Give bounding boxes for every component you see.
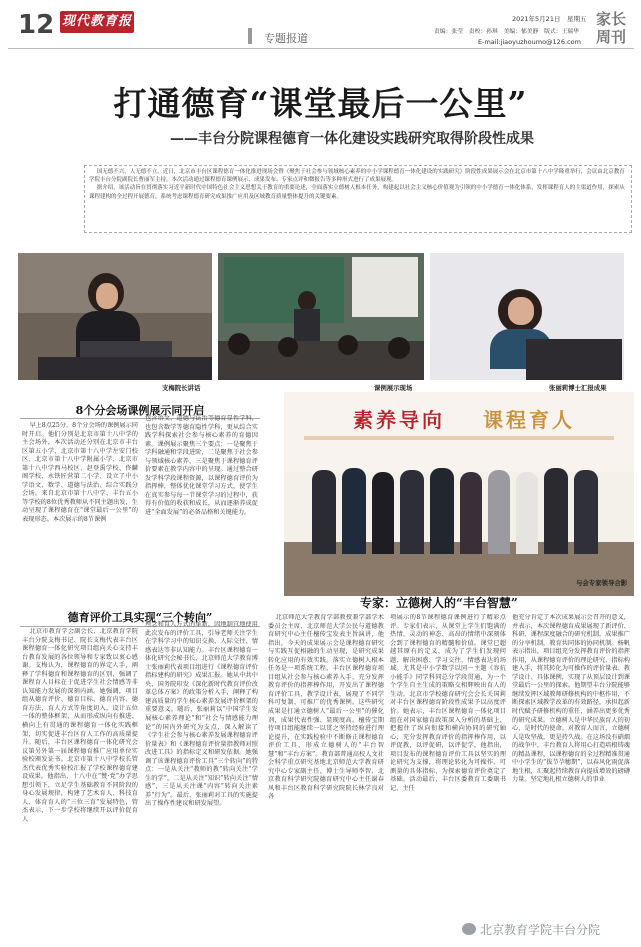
lead-paragraph-2: 据介绍，该活动旨在贯彻落实习近平新时代中国特色社会主义思想关于教育的重要论述，全面落实立德树人根本任务，构建起以社会主义核心价值观为引领的中小学德育一体化体系，发挥课程育人的主渠道作用，探索从课程建构的全过程开展德育，系统考虑课程德育研究成果推广应用及区域教育质量整体提升的关键要素。 [89, 185, 625, 200]
photo-speaker-zhanglili [430, 253, 624, 380]
issue-date: 2021年5月21日 星期五 [512, 15, 587, 23]
photo4-caption: 与会专家领导合影 [576, 579, 628, 587]
section-title-line-2: 周刊 [595, 28, 626, 46]
section2-heading: 德育评价工具实现“三个转向” [67, 611, 213, 624]
headline-subtitle: ——丰台分院课程德育一体化建设实践研究取得阶段性成果 [170, 131, 534, 147]
watermark [458, 918, 604, 940]
photo2-caption: 课例展示现场 [374, 384, 413, 392]
section1-column-1 [22, 422, 138, 586]
lead-box [84, 165, 632, 233]
photo-classroom [218, 253, 424, 380]
section3-column-3 [512, 614, 630, 936]
section3-column-1 [268, 614, 384, 936]
photo-speaker-zhimei [18, 253, 212, 380]
watermark-text: 北京教育学院丰台分院 [480, 922, 601, 937]
section1-col2-text: 包含语文、道德与法治等德育显性学科，也包含数学等德育隐性学科，更从综合实践学科探索社会参与核心素养的育德因素。课例展示聚焦三个要点：一是聚焦于学科融通和学段进阶，二是聚焦于社会参与领域核心素养，三是聚焦于课程德育评价要素在教学内容中的呈现。通过整合研发学科学段课程资源，以课程德育评价为指挥棒，整体优化课堂学习方式，使学生在真实参与每一节课堂学习的过程中，获得有价值的收获和成长，从而逐渐养成促进“全面发展”的必备品格和关键能力。 [145, 415, 258, 517]
section1-col1-text: 早上8点25分，8个分会场的课例展示同时开启。他们分别是北京市第十八中学的主会场外，本次活动还分别在北京市丰台区第五小学、北京市第十八中学左安门校区、北京市第十八中学附属小学、北京市第十八中学西马校区、赵登禹学校、佟麟阁学校、永铁匠营第二小学、设立了中小学语文、数学、道德与法治、综合实践分会场。来自北京市第十八中学、丰台五小等学校的8位优秀教师从不同主题出发，生动呈现了课程德育在“课堂最后一公里”的表现形态。本次展示的8节课例 [22, 422, 138, 524]
section3-col3-text: 他充分肯定了本次成果展示会召开的意义，并表示，本次课程德育成果展现了新评价、科研、课程深度融合的研究机制，成果推广的分享机制，教育共同体的协同机制。杨帆表示指出，项目组充分发挥教育评价的指挥作用，从课程德育评价的理论研究、指标构建入手，将其转化为可操作的评价量表、教学设计、具体课例，实现了从顶层设计到课堂最后一公里的探索。他期望丰台分院能够继续发挥区域教师研修机构的中枢作用，不断探索区域教学改革的有效路径，承担起新时代赋予研修机构的重任，涵养出更多优秀的研究成果。立德树人是中华民族育人的初心，是时代的使命。对教育人而言，立德树人是攻坚战，更是持久战。在这场没有硝烟的战争中，丰台教育人将用心打造培根铸魂的精品课程，以课程德育的全过程精准贯通中小学生的“拔节孕穗期”，以春风化雨促落地生根，汇聚起持续教育向提质增效的磅礴力量。坚定地扎根立德树人的事业 [512, 614, 630, 784]
email-line: E-mail:jiaoyuzhoumo@126.com [478, 38, 581, 46]
paper-logo [60, 11, 134, 33]
section-title-line-1: 家长 [595, 10, 626, 28]
section1-column-2 [145, 415, 258, 587]
section2-column-1 [22, 628, 138, 936]
section2-column-2 [145, 621, 258, 936]
editors-line: 责编：张莹 责校：孙琪 美编：郁美静 版式：王瑞华 [434, 29, 579, 35]
section3-heading: 专家：立德树人的“丰台智慧” [360, 596, 518, 610]
photo3-caption: 张丽莉博士汇报成果 [549, 384, 607, 392]
banner-text-1: 素养导向 [353, 408, 446, 432]
paper-logo-text: 现代教育报 [61, 14, 132, 29]
section3-column-2 [390, 614, 506, 936]
section3-col2-text: 项展示的8节课程德育课例进行了精彩点评。专家们表示，从课堂上学生们饱满的热情、灵动的神态、高昂的情绪中深刻体会到了课程德育的精髓和价值。课堂已超越其原有的定义，成为了学生们发现问题、解决困惑、学习交往、情感表达的场域。尤其是中小学数学以同一主题《容抗小能手》同学科同总分学段贯通，为一个个学生自主生成的策略交相辉映出育人的生动。北京市学校德育研究会会长关国莉对丰台区课程德育阶段性成果予以高度评价。她表示，丰台区课程德育一体化项目组在对国家德育政策深入分析的基础上，把握住了纵向衔接和横向协同的研究轴心，充分发挥教育评价的指挥棒作用，以评促教，以评促研，以评促学，他指出，项目发布的课程德育评价工具以坚实的理论研究为支撑，将理论转化为可操作、可测量的具体指标，为探索德育评价奠定了基础。活动最后，丰台区委教育工委副书记、主任 [390, 614, 506, 792]
section1-heading: 8个分会场课例展示同开启 [75, 404, 205, 417]
column-label: 专题报道 [264, 32, 308, 45]
headline-title: 打通德育“课堂最后一公里” [113, 84, 528, 123]
photo1-caption: 支梅院长讲话 [162, 384, 201, 392]
section-title [590, 10, 632, 46]
section2-col2-text: 理念和育人方式的革新，因地制宜地使用此次发布的评价工具，引导老师关注学生在学科学习中的知识交换、人际交往、情感表达等非认知能力。丰台区课程德育一体化研究会秘书长、北京师范大学教育博士张丽莉代表项目组进行《课程德育评价指标建构的研究》成果汇报。她从中共中央、国务院印发《深化新时代教育评价改革总体方案》的政策分析入手，阐释了构建高质量的学生核心素养发展评价框架的重要意义。随后，张丽莉以“中国学生发展核心素养理论”和“社会与情感能力理论”的国内外研究为支点，深入解读了《学生社会参与核心素养发展课程德育评价量表》和《课程德育评价量指教师对照改进工具》的指标定义和研发依据。她强调了该课程德育评价工具“三个转向”的特点：一是从关注“教师的教”转向关注“学生的学”，二是从关注“知识”转向关注“情感”，三是从关注课“内容”转向关注素养“行为”。最后，张丽莉对工具的实施提出了操作性建议和研发展望。 [145, 621, 258, 808]
section2-col1-text: 北京市教育学会副会长、北京教育学院丰台分院支梅书记、院长支梅代表丰台区课程德育一体化研究项目组向关心支持丰台教育发展的各位领导和专家致以衷心感谢。支梅认为，课程德育的界定人手，阐释了学科德育和课程德育的区别，强调了课程育人目标在于促进学生社会情感等非认知能力发展的深刻内涵。她强调，项目组从德育评价、德育目标、德育内容、德育方法、育人方式等角度切入，设计五位一体的整体框架，从而形成纵向有推进、横向上有贯通的课程德育一体化实践框架，切实促进丰台区育人工作的高质量提升。随后，丰台区课程德育一体化研究会议第另外第一届课程德育推广应用单位实验校颁发证书。北京市第十八中学校长管杰代表优秀实验校汇报了学校课程德育建设成果。他指出，十八中在“赞·党”办学思想引领下，立足学生基础教育不同阶段的身心发展规律，构建了艺术育人、科技育人、体育育人的“三位三育”发展特色，管杰表示，下一步学校将继续开以评价促育人 [22, 628, 138, 824]
banner-title [324, 404, 604, 433]
section3-col1-text: 北京师范大学教育学部教授兼学部学术委员会主席、北京师范大学公民与道德教育研究中心主任檀传宝发表主旨演讲，他指出，今天的成果展示会是课程德育研究与实践互促相融的生动呈现，是研究成果转化应用的有效实践。落实立德树人根本任务是一项系统工程，丰台区课程德育项目组从社会参与核心素养入手，充分发挥教育评价的指挥棒作用，开发出了课程德育评价工具，教学设计表，展现了不同学科可复制、可推广的优秀课例。这些研究成果是打通立德树人“最后一公里”的催化剂，成果代表性强、显现度高。檀传宝期待项目组能继续一以贯之坚持经验进行理论提升，在实践检验中不断修正课程德育评价工具，形成立德树人的“丰台智慧”和“丰台方案”。教育部普通高校人文社会科学重点研究基地北京师范大学教育研究中心专家副主任、博士生导师李智、北京教育科学研究院德育研究中心主任谢春风和丰台区教育科学研究院院长林学良对各 [268, 614, 384, 801]
masthead-rule [8, 48, 634, 49]
banner-text-2: 课程育人 [482, 408, 575, 432]
masthead-divider [248, 28, 252, 44]
photo-group [284, 392, 634, 596]
lead-paragraph-1: 国无德不兴，人无德不立。近日，北京市丰台区课程德育一体化推进现场会暨《聚焦于社会参与领域核心素养的中小学课程德育一体化建设的实践研究》阶段性成果展示会在北京市第十八中学隆重举行，会议由北京教育学院丰台分院副院长曹丽军主持，本次活动通过课程德育课例展示、成果发布、专家点评和微报告等多种形式进行了成果展现。 [89, 169, 625, 184]
page-number: 12 [18, 10, 55, 40]
wechat-icon [462, 923, 476, 935]
